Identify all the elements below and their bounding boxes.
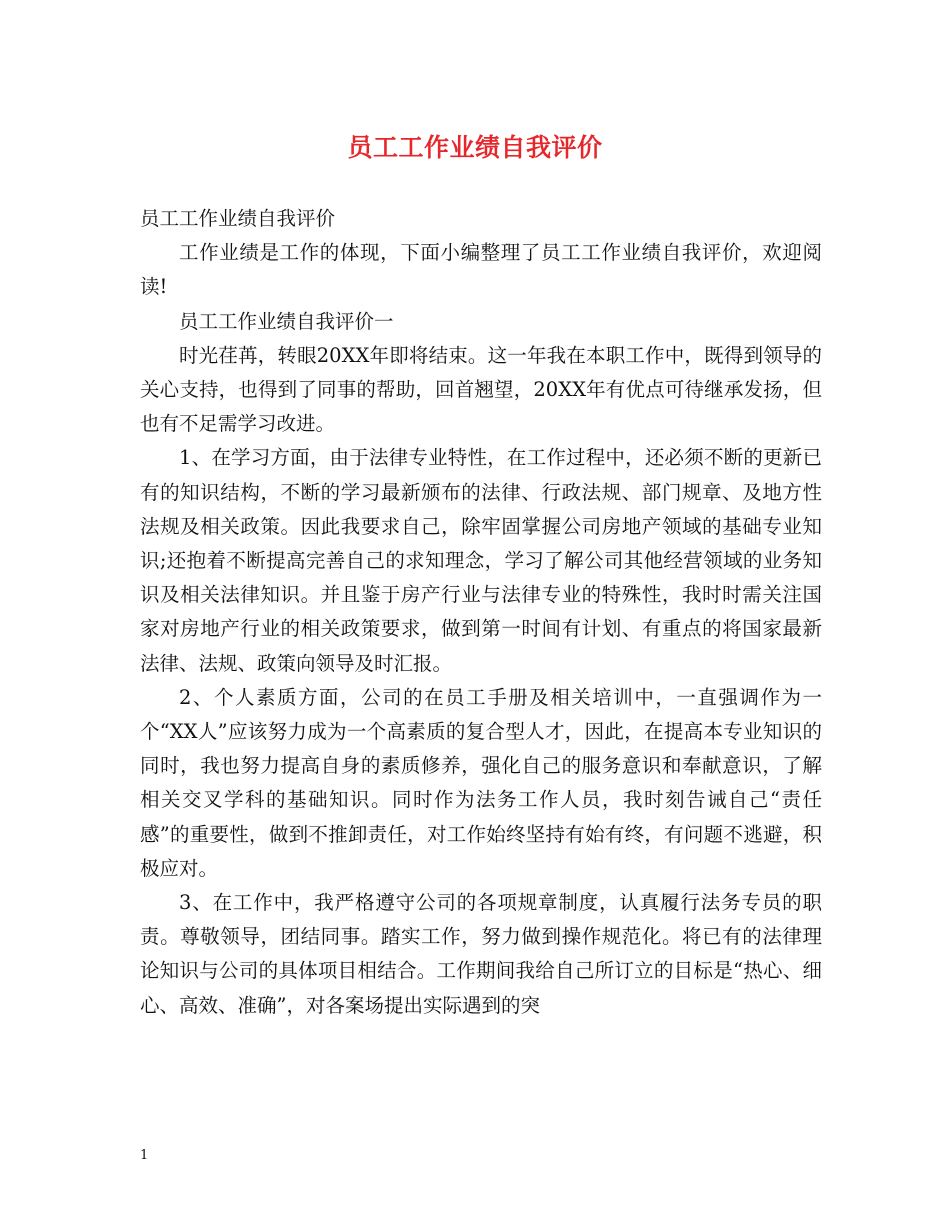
document-subtitle: 员工工作业绩自我评价 — [140, 207, 336, 230]
body-paragraph: 2、个人素质方面，公司的在员工手册及相关培训中，一直强调作为一个“XX人”应该努力成为一个高素质的复合型人才，因此，在提高本专业知识的同时，我也努力提高自身的素质修养，强化自己的服务意识和奉献意识，了解相关交叉学科的基础知识。同时作为法务工作人员，我时刻告诫自己“责任感”的重要性，做到不推卸责任，对工作始终坚持有始有终，有问题不逃避，积极应对。 — [140, 685, 822, 880]
document-title: 员工工作业绩自我评价 — [347, 133, 603, 162]
intro-paragraph: 工作业绩是工作的体现，下面小编整理了员工工作业绩自我评价，欢迎阅读! — [140, 241, 822, 299]
page-number: 1 — [140, 1148, 149, 1163]
body-paragraph: 1、在学习方面，由于法律专业特性，在工作过程中，还必须不断的更新已有的知识结构，不断的学习最新颁布的法律、行政法规、部门规章、及地方性法规及相关政策。因此我要求自己，除牢固掌握公司房地产领域的基础专业知识;还抱着不断提高完善自己的求知理念，学习了解公司其他经营领域的业务知识及相关法律知识。并且鉴于房产行业与法律专业的特殊性，我时时需关注国家对房地产行业的相关政策要求，做到第一时间有计划、有重点的将国家最新法律、法规、政策向领导及时汇报。 — [140, 446, 822, 675]
body-paragraph: 时光荏苒，转眼20XX年即将结束。这一年我在本职工作中，既得到领导的关心支持，也得到了同事的帮助，回首翘望，20XX年有优点可待继承发扬，但也有不足需学习改进。 — [140, 343, 822, 436]
section-heading: 员工工作业绩自我评价一 — [179, 309, 394, 333]
document-body — [140, 202, 822, 1023]
body-paragraph: 3、在工作中，我严格遵守公司的各项规章制度，认真履行法务专员的职责。尊敬领导，团结同事。踏实工作，努力做到操作规范化。将已有的法律理论知识与公司的具体项目相结合。工作期间我给自己所订立的目标是“热心、细心、高效、准确”，对各案场提出实际遇到的突 — [140, 891, 822, 1017]
